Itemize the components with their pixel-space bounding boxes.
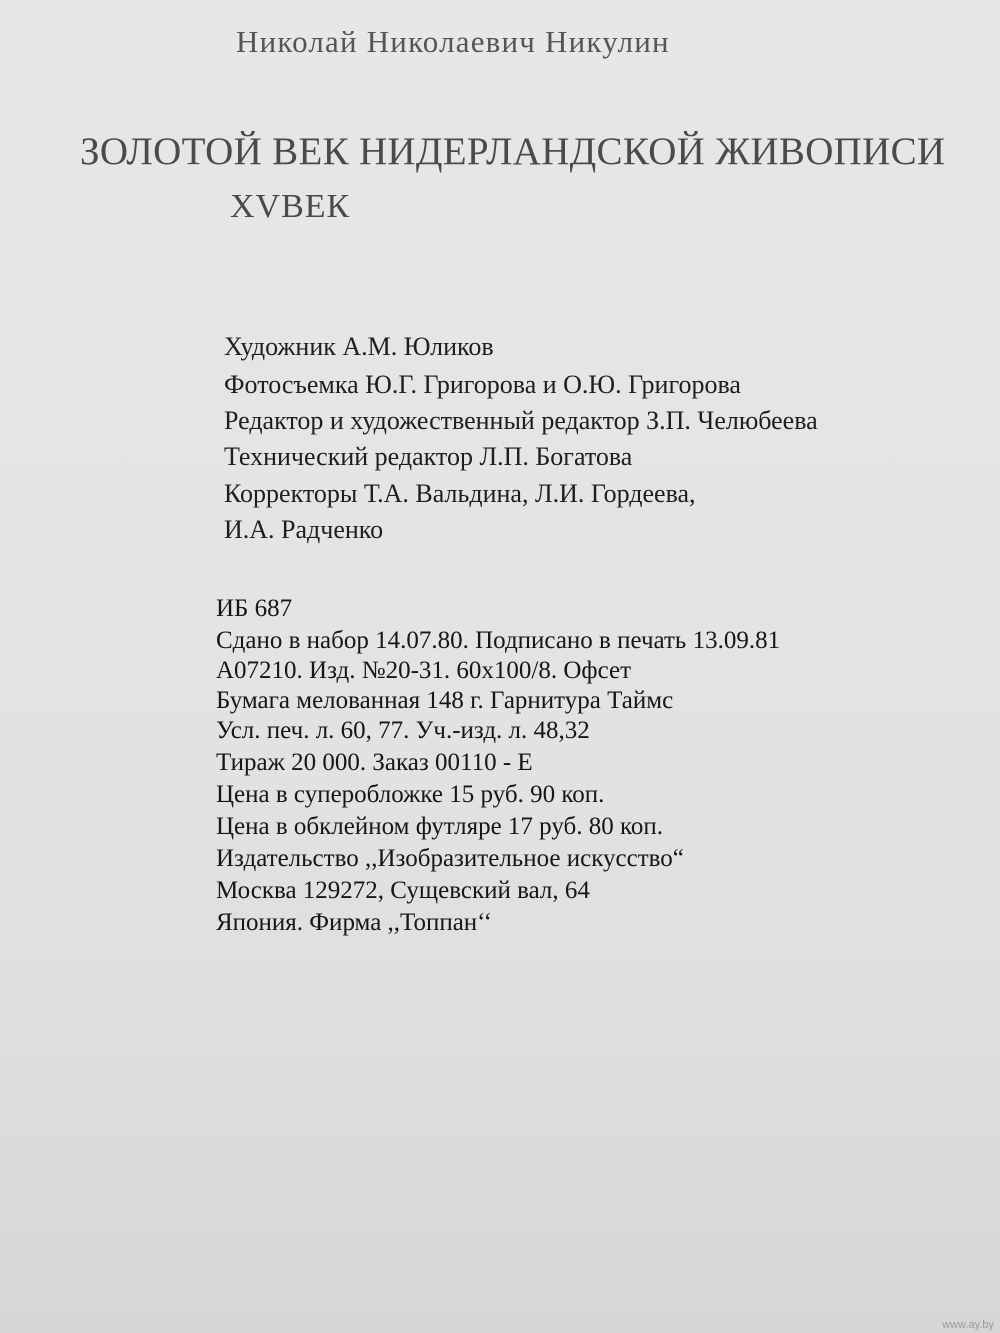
author-name: Николай Николаевич Никулин — [236, 24, 670, 59]
imprint-line: Издательство ,,Изобразительное искусство“ — [216, 845, 684, 872]
credit-line: Редактор и художественный редактор З.П. Челюбеева — [224, 406, 818, 435]
imprint-line: ИБ 687 — [216, 595, 293, 622]
imprint-line: Усл. печ. л. 60, 77. Уч.-изд. л. 48,32 — [216, 717, 590, 744]
credit-line: И.А. Радченко — [224, 515, 384, 544]
imprint-line: Цена в обклейном футляре 17 руб. 80 коп. — [216, 813, 663, 840]
watermark-text: www.ay.by — [942, 1319, 994, 1331]
imprint-line: Москва 129272, Сущевский вал, 64 — [216, 877, 590, 904]
imprint-line: Бумага мелованная 148 г. Гарнитура Таймс — [216, 687, 674, 714]
credit-line: Корректоры Т.А. Вальдина, Л.И. Гордеева, — [224, 479, 696, 508]
book-title: ЗОЛОТОЙ ВЕК НИДЕРЛАНДСКОЙ ЖИВОПИСИ — [80, 130, 946, 173]
credit-line: Фотосъемка Ю.Г. Григорова и О.Ю. Григорова — [224, 370, 741, 399]
imprint-line: Цена в суперобложке 15 руб. 90 коп. — [216, 781, 605, 808]
book-subtitle: XVВЕК — [230, 188, 351, 225]
imprint-line: Сдано в набор 14.07.80. Подписано в печать 13.09.81 — [216, 627, 781, 654]
credit-line: Технический редактор Л.П. Богатова — [224, 442, 633, 471]
imprint-line: Япония. Фирма ,,Топпан‘‘ — [216, 909, 492, 936]
imprint-line: Тираж 20 000. Заказ 00110 - Е — [216, 749, 533, 776]
imprint-line: А07210. Изд. №20-31. 60х100/8. Офсет — [216, 657, 632, 684]
credit-line: Художник А.М. Юликов — [224, 332, 494, 361]
